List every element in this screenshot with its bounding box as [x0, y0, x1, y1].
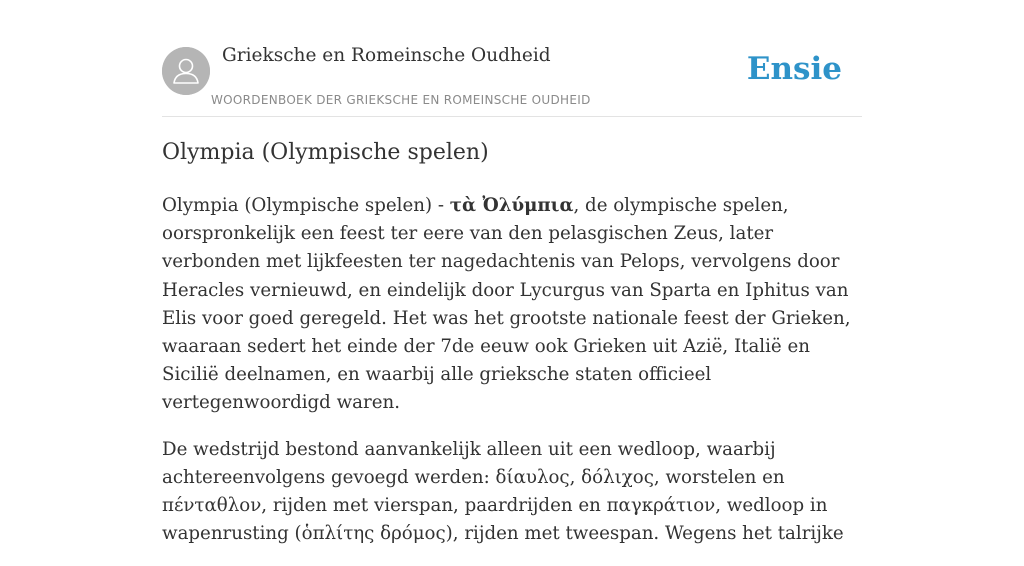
definition-text: , de olympische spelen, oorspronkelijk een feest ter eere van den pelasgischen Zeus, later verbonden met lijkfeesten ter nagedachtenis van Pelops, vervolgens door Heracles vernieuwd, en eindelijk door Lycurgus van Sparta en Iphitus van Elis voor goed geregeld. Het was het grootste nationale feest der Grieken, waaraan sedert het einde der 7de eeuw ook Grieken uit Azië, Italië en Sicilië deelnamen, en waarbij alle grieksche staten officieel vertegenwoordigd waren.: [162, 195, 851, 414]
source-title-link[interactable]: Grieksche en Romeinsche Oudheid: [222, 45, 551, 66]
article-body: [162, 192, 864, 566]
source-subtitle: WOORDENBOEK DER GRIEKSCHE EN ROMEINSCHE OUDHEID: [211, 93, 591, 107]
source-header: [162, 0, 862, 117]
article-paragraph-1: [162, 192, 864, 418]
term-name: Olympia (Olympische spelen) -: [162, 195, 450, 216]
article-title: Olympia (Olympische spelen): [162, 140, 489, 165]
article-paragraph-2: De wedstrijd bestond aanvankelijk alleen uit een wedloop, waarbij achtereenvolgens gevoegd werden: δίαυλος, δόλιχος, worstelen en πένταθλον, rijden met vierspan, paardrijden en παγκράτιον, wedloop in wapenrusting (ὁπλίτης δρόμος), rijden met tweespan. Wegens het talrijke: [162, 438, 844, 545]
page-container: [162, 0, 862, 545]
ensie-logo[interactable]: Ensie: [746, 51, 842, 87]
user-avatar-icon[interactable]: [162, 47, 210, 95]
greek-term: τὰ Ὀλύμπια: [449, 195, 574, 216]
